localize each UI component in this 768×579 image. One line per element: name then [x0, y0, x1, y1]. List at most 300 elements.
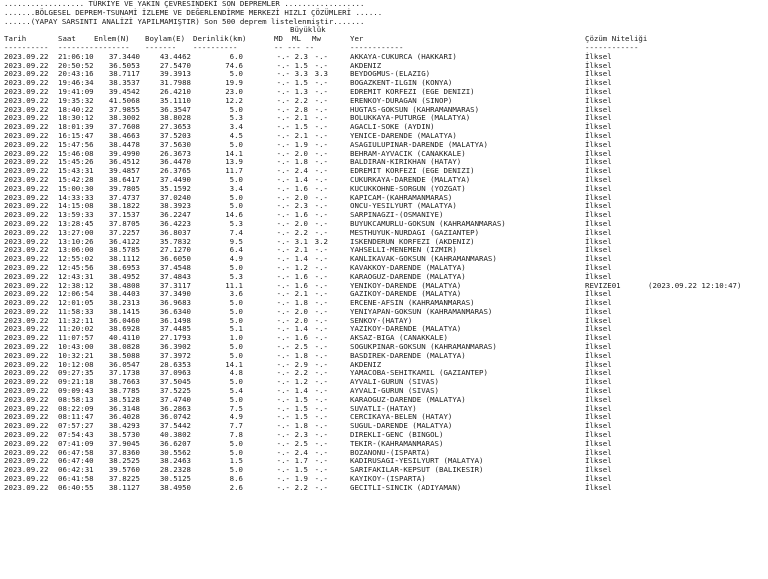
cell-lon: 36.8037 — [159, 227, 191, 237]
cell-ml: 1.5 — [294, 394, 308, 404]
cell-location: GECITLI-SINCIK (ADIYAMAN) — [350, 482, 462, 492]
cell-ml: 2.0 — [294, 218, 308, 228]
cell-date: 2023.09.22 — [4, 394, 49, 404]
dash-lat: -------- — [94, 42, 130, 52]
cell-lat: 41.5068 — [108, 95, 140, 105]
cell-quality: İlksel — [585, 245, 612, 255]
cell-date: 2023.09.22 — [4, 412, 49, 422]
cell-date: 2023.09.22 — [4, 280, 49, 290]
cell-depth: 5.0 — [229, 174, 243, 184]
cell-mw: -.- — [314, 130, 328, 140]
cell-quality: İlksel — [585, 157, 612, 167]
cell-depth: 5.0 — [229, 139, 243, 149]
cell-lat: 38.4403 — [108, 289, 140, 299]
cell-date: 2023.09.22 — [4, 122, 49, 132]
cell-lat: 38.4952 — [108, 271, 140, 281]
cell-depth: 5.0 — [229, 438, 243, 448]
cell-ml: 2.5 — [294, 342, 308, 352]
cell-lon: 35.7832 — [159, 236, 191, 246]
cell-lon: 39.3913 — [159, 69, 191, 79]
cell-location: SUGUL-DARENDE (MALATYA) — [350, 421, 453, 431]
col-quality: Çözüm Niteliği — [585, 34, 648, 44]
cell-location: MESTHUYUK-NURDAGI (GAZIANTEP) — [350, 227, 480, 237]
cell-date: 2023.09.22 — [4, 69, 49, 79]
cell-depth: 2.6 — [229, 482, 243, 492]
cell-mw: -.- — [314, 456, 328, 466]
cell-md: -.- — [276, 95, 290, 105]
cell-location: ASAGIULUPINAR-DARENDE (MALATYA) — [350, 139, 488, 149]
cell-location: KARAOGUZ-DARENDE (MALATYA) — [350, 394, 466, 404]
cell-lon: 36.4223 — [159, 218, 191, 228]
cell-time: 20:50:52 — [58, 60, 94, 70]
cell-mw: -.- — [314, 289, 328, 299]
cell-md: -.- — [276, 456, 290, 466]
cell-location: SARIFAKILAR-KEPSUT (BALIKESIR) — [350, 465, 484, 475]
cell-quality: İlksel — [585, 430, 612, 440]
cell-mw: -.- — [314, 324, 328, 334]
cell-location: GAZIKOY-DARENDE (MALATYA) — [350, 289, 462, 299]
cell-quality: İlksel — [585, 113, 612, 123]
cell-date: 2023.09.22 — [4, 236, 49, 246]
cell-lat: 36.4028 — [108, 412, 140, 422]
cell-lat: 39.4857 — [108, 166, 140, 176]
cell-quality: İlksel — [585, 438, 612, 448]
cell-location: YAZIKOY-DARENDE (MALATYA) — [350, 324, 462, 334]
cell-location: CUKURKAYA-DARENDE (MALATYA) — [350, 174, 471, 184]
cell-ml: 2.2 — [294, 482, 308, 492]
dash-location: ------------ — [350, 42, 404, 52]
table-row — [0, 484, 768, 493]
cell-location: KANLIKAVAK-GOKSUN (KAHRAMANMARAS) — [350, 254, 497, 264]
cell-md: -.- — [276, 482, 290, 492]
cell-location: KARAOGUZ-DARENDE (MALATYA) — [350, 271, 466, 281]
cell-ml: 2.2 — [294, 95, 308, 105]
cell-ml: 1.4 — [294, 174, 308, 184]
cell-lon: 37.4485 — [159, 324, 191, 334]
cell-date: 2023.09.22 — [4, 174, 49, 184]
cell-md: -.- — [276, 306, 290, 316]
cell-date: 2023.09.22 — [4, 474, 49, 484]
cell-lat: 37.2257 — [108, 227, 140, 237]
cell-mw: -.- — [314, 421, 328, 431]
cell-date: 2023.09.22 — [4, 368, 49, 378]
cell-quality: İlksel — [585, 447, 612, 457]
cell-date: 2023.09.22 — [4, 227, 49, 237]
cell-quality: İlksel — [585, 210, 612, 220]
cell-lon: 36.3547 — [159, 104, 191, 114]
cell-quality: İlksel — [585, 95, 612, 105]
cell-md: -.- — [276, 122, 290, 132]
cell-depth: 5.0 — [229, 306, 243, 316]
cell-depth: 12.2 — [225, 95, 243, 105]
cell-location: AYVALI-GURUN (SIVAS) — [350, 377, 439, 387]
cell-lon: 37.5630 — [159, 139, 191, 149]
cell-depth: 5.0 — [229, 104, 243, 114]
cell-lat: 39.4542 — [108, 86, 140, 96]
cell-md: -.- — [276, 104, 290, 114]
cell-lon: 37.4740 — [159, 394, 191, 404]
cell-ml: 1.6 — [294, 280, 308, 290]
dash-date: ---------- — [4, 42, 49, 52]
cell-quality: İlksel — [585, 359, 612, 369]
cell-ml: 2.1 — [294, 113, 308, 123]
cell-location: CERCIKAYA-BELEN (HATAY) — [350, 412, 453, 422]
cell-mw: -.- — [314, 315, 328, 325]
col-location: Yer — [350, 34, 364, 44]
cell-lon: 31.7988 — [159, 78, 191, 88]
dash-mag: -- --- -- — [274, 42, 315, 52]
cell-ml: 1.4 — [294, 386, 308, 396]
cell-lon: 38.8028 — [159, 113, 191, 123]
cell-quality: İlksel — [585, 183, 612, 193]
cell-mw: -.- — [314, 86, 328, 96]
cell-time: 15:00:30 — [58, 183, 94, 193]
cell-mw: -.- — [314, 78, 328, 88]
cell-lat: 37.7608 — [108, 122, 140, 132]
header-line-3 — [0, 18, 768, 27]
cell-lat: 37.9855 — [108, 104, 140, 114]
cell-lat: 37.4737 — [108, 192, 140, 202]
cell-ml: 2.0 — [294, 306, 308, 316]
cell-lat: 38.4478 — [108, 139, 140, 149]
cell-location: BEHRAM-AYVACIK (CANAKKALE) — [350, 148, 466, 158]
cell-ml: 2.3 — [294, 51, 308, 61]
cell-time: 12:43:31 — [58, 271, 94, 281]
cell-ml: 2.8 — [294, 104, 308, 114]
cell-time: 13:28:45 — [58, 218, 94, 228]
cell-location: BEYDOGMUS-(ELAZIG) — [350, 69, 431, 79]
cell-md: -.- — [276, 236, 290, 246]
col-time: Saat — [58, 34, 76, 44]
cell-ml: 1.8 — [294, 298, 308, 308]
cell-date: 2023.09.22 — [4, 315, 49, 325]
cell-depth: 5.3 — [229, 218, 243, 228]
cell-md: -.- — [276, 210, 290, 220]
cell-date: 2023.09.22 — [4, 465, 49, 475]
cell-lon: 30.5125 — [159, 474, 191, 484]
cell-depth: 5.4 — [229, 386, 243, 396]
cell-depth: 5.0 — [229, 315, 243, 325]
cell-depth: 6.4 — [229, 245, 243, 255]
header-note: ......(YAPAY SARSINTI ANALİZİ YAPILMAMIŞTIR) Son 500 deprem listelenmiştir....... — [4, 16, 365, 26]
cell-time: 08:22:09 — [58, 403, 94, 413]
cell-quality: İlksel — [585, 474, 612, 484]
cell-time: 12:38:12 — [58, 280, 94, 290]
cell-mw: -.- — [314, 148, 328, 158]
cell-lat: 36.5053 — [108, 60, 140, 70]
cell-md: -.- — [276, 350, 290, 360]
cell-ml: 1.5 — [294, 412, 308, 422]
cell-quality: İlksel — [585, 298, 612, 308]
cell-time: 15:45:26 — [58, 157, 94, 167]
cell-date: 2023.09.22 — [4, 148, 49, 158]
cell-quality: İlksel — [585, 201, 612, 211]
cell-ml: 2.2 — [294, 227, 308, 237]
cell-time: 18:40:22 — [58, 104, 94, 114]
cell-time: 15:42:28 — [58, 174, 94, 184]
cell-ml: 1.9 — [294, 139, 308, 149]
cell-depth: 5.0 — [229, 201, 243, 211]
earthquake-rows — [0, 53, 768, 493]
cell-ml: 1.6 — [294, 210, 308, 220]
cell-date: 2023.09.22 — [4, 271, 49, 281]
cell-lon: 37.5225 — [159, 386, 191, 396]
cell-ml: 2.3 — [294, 430, 308, 440]
cell-md: -.- — [276, 139, 290, 149]
cell-md: -.- — [276, 192, 290, 202]
cell-md: -.- — [276, 201, 290, 211]
cell-mw: -.- — [314, 254, 328, 264]
cell-lon: 30.5562 — [159, 447, 191, 457]
cell-date: 2023.09.22 — [4, 403, 49, 413]
cell-md: -.- — [276, 166, 290, 176]
cell-time: 16:15:47 — [58, 130, 94, 140]
cell-date: 2023.09.22 — [4, 166, 49, 176]
cell-lat: 37.1738 — [108, 368, 140, 378]
cell-lat: 38.7117 — [108, 69, 140, 79]
cell-ml: 1.7 — [294, 456, 308, 466]
cell-lat: 38.0828 — [108, 342, 140, 352]
cell-quality: İlksel — [585, 482, 612, 492]
cell-time: 13:10:26 — [58, 236, 94, 246]
cell-lon: 36.2863 — [159, 403, 191, 413]
cell-mw: -.- — [314, 438, 328, 448]
cell-location: ISKENDERUN KORFEZI (AKDENIZ) — [350, 236, 475, 246]
cell-time: 11:58:33 — [58, 306, 94, 316]
cell-lat: 38.4663 — [108, 130, 140, 140]
cell-md: -.- — [276, 183, 290, 193]
cell-mw: -.- — [314, 104, 328, 114]
cell-location: SARPINAGZI-(OSMANIYE) — [350, 210, 444, 220]
cell-lat: 38.5730 — [108, 430, 140, 440]
cell-lon: 37.5045 — [159, 377, 191, 387]
cell-mw: -.- — [314, 280, 328, 290]
cell-time: 18:01:39 — [58, 122, 94, 132]
cell-location: KADIRUSAGI-YESILYURT (MALATYA) — [350, 456, 484, 466]
cell-mw: -.- — [314, 306, 328, 316]
cell-lon: 37.3117 — [159, 280, 191, 290]
cell-time: 10:12:08 — [58, 359, 94, 369]
cell-date: 2023.09.22 — [4, 218, 49, 228]
cell-depth: 5.0 — [229, 350, 243, 360]
cell-mw: -.- — [314, 403, 328, 413]
cell-mw: -.- — [314, 174, 328, 184]
cell-md: -.- — [276, 359, 290, 369]
cell-quality: İlksel — [585, 236, 612, 246]
cell-location: BASDIREK-DARENDE (MALATYA) — [350, 350, 466, 360]
cell-quality: İlksel — [585, 386, 612, 396]
col-mw: Mw — [312, 34, 321, 44]
cell-depth: 4.8 — [229, 368, 243, 378]
cell-lat: 37.1537 — [108, 210, 140, 220]
cell-lon: 37.4490 — [159, 174, 191, 184]
cell-location: BOGAZKENT-ILGIN (KONYA) — [350, 78, 453, 88]
cell-md: -.- — [276, 271, 290, 281]
cell-quality: İlksel — [585, 333, 612, 343]
cell-depth: 1.0 — [229, 333, 243, 343]
cell-ml: 2.1 — [294, 245, 308, 255]
cell-md: -.- — [276, 438, 290, 448]
cell-location: HUGTAS-GOKSUN (KAHRAMANMARAS) — [350, 104, 480, 114]
cell-lat: 37.8225 — [108, 474, 140, 484]
cell-md: -.- — [276, 368, 290, 378]
cell-md: -.- — [276, 130, 290, 140]
cell-mw: -.- — [314, 192, 328, 202]
cell-depth: 14.6 — [225, 210, 243, 220]
cell-mw: -.- — [314, 51, 328, 61]
cell-quality: İlksel — [585, 289, 612, 299]
cell-ml: 2.5 — [294, 438, 308, 448]
cell-md: -.- — [276, 78, 290, 88]
cell-location: AKDENIZ — [350, 359, 382, 369]
cell-lat: 37.8705 — [108, 218, 140, 228]
magnitude-group-label: Büyüklük — [290, 25, 326, 35]
cell-depth: 8.6 — [229, 474, 243, 484]
cell-mw: -.- — [314, 166, 328, 176]
cell-ml: 3.3 — [294, 69, 308, 79]
cell-md: -.- — [276, 148, 290, 158]
cell-quality: İlksel — [585, 368, 612, 378]
cell-md: -.- — [276, 403, 290, 413]
cell-location: DIREKLI-GENC (BINGOL) — [350, 430, 444, 440]
cell-mw: 3.2 — [314, 236, 328, 246]
cell-time: 13:06:00 — [58, 245, 94, 255]
cell-time: 19:41:09 — [58, 86, 94, 96]
cell-time: 12:55:02 — [58, 254, 94, 264]
cell-ml: 1.6 — [294, 271, 308, 281]
cell-location: KAPICAM-(KAHRAMANMARAS) — [350, 192, 453, 202]
cell-lon: 36.6050 — [159, 254, 191, 264]
cell-lon: 26.3765 — [159, 166, 191, 176]
cell-date: 2023.09.22 — [4, 289, 49, 299]
cell-mw: -.- — [314, 183, 328, 193]
cell-lon: 36.9683 — [159, 298, 191, 308]
cell-depth: 4.9 — [229, 254, 243, 264]
cell-quality: İlksel — [585, 377, 612, 387]
cell-lat: 38.5785 — [108, 245, 140, 255]
cell-lon: 27.1793 — [159, 333, 191, 343]
cell-time: 14:33:33 — [58, 192, 94, 202]
cell-date: 2023.09.22 — [4, 482, 49, 492]
cell-quality: İlksel — [585, 104, 612, 114]
cell-mw: -.- — [314, 122, 328, 132]
cell-quality: İlksel — [585, 166, 612, 176]
cell-ml: 2.1 — [294, 289, 308, 299]
cell-depth: 7.5 — [229, 403, 243, 413]
cell-md: -.- — [276, 86, 290, 96]
col-lat: Enlem(N) — [94, 34, 130, 44]
cell-location: ONCU-YESILYURT (MALATYA) — [350, 201, 457, 211]
cell-ml: 1.8 — [294, 157, 308, 167]
cell-lon: 37.5203 — [159, 130, 191, 140]
cell-date: 2023.09.22 — [4, 183, 49, 193]
cell-mw: -.- — [314, 139, 328, 149]
cell-date: 2023.09.22 — [4, 350, 49, 360]
cell-time: 09:09:43 — [58, 386, 94, 396]
cell-md: -.- — [276, 157, 290, 167]
cell-ml: 1.2 — [294, 262, 308, 272]
cell-location: SOGUKPINAR-GOKSUN (KAHRAMANMARAS) — [350, 342, 497, 352]
cell-lon: 27.1270 — [159, 245, 191, 255]
cell-ml: 1.5 — [294, 465, 308, 475]
cell-lat: 38.1415 — [108, 306, 140, 316]
cell-date: 2023.09.22 — [4, 201, 49, 211]
cell-quality: İlksel — [585, 174, 612, 184]
cell-time: 06:47:58 — [58, 447, 94, 457]
cell-ml: 1.5 — [294, 122, 308, 132]
cell-md: -.- — [276, 289, 290, 299]
cell-location: ERCENE-AFSIN (KAHRAMANMARAS) — [350, 298, 475, 308]
cell-date: 2023.09.22 — [4, 262, 49, 272]
cell-location: YAMACOBA-SEHITKAMIL (GAZIANTEP) — [350, 368, 488, 378]
cell-mw: -.- — [314, 412, 328, 422]
cell-mw: -.- — [314, 447, 328, 457]
cell-lon: 37.4548 — [159, 262, 191, 272]
cell-mw: -.- — [314, 342, 328, 352]
cell-mw: -.- — [314, 227, 328, 237]
cell-quality: İlksel — [585, 218, 612, 228]
col-md: MD — [274, 34, 283, 44]
cell-location: AKDENIZ — [350, 60, 382, 70]
cell-mw: -.- — [314, 482, 328, 492]
cell-md: -.- — [276, 421, 290, 431]
col-lon: Boylam(E) — [145, 34, 186, 44]
cell-location: AYVALI-GURUN (SIVAS) — [350, 386, 439, 396]
cell-lon: 38.4950 — [159, 482, 191, 492]
cell-lat: 39.7805 — [108, 183, 140, 193]
cell-md: -.- — [276, 69, 290, 79]
cell-lat: 38.6953 — [108, 262, 140, 272]
cell-lon: 35.1592 — [159, 183, 191, 193]
cell-date: 2023.09.22 — [4, 456, 49, 466]
cell-lon: 27.5470 — [159, 60, 191, 70]
cell-time: 12:01:05 — [58, 298, 94, 308]
cell-time: 20:43:16 — [58, 69, 94, 79]
cell-quality: İlksel — [585, 456, 612, 466]
cell-date: 2023.09.22 — [4, 306, 49, 316]
cell-lon: 37.3972 — [159, 350, 191, 360]
cell-quality: İlksel — [585, 342, 612, 352]
cell-lon: 36.0742 — [159, 412, 191, 422]
cell-date: 2023.09.22 — [4, 245, 49, 255]
cell-quality: İlksel — [585, 69, 612, 79]
cell-location: AKKAYA-CUKURCA (HAKKARI) — [350, 51, 457, 61]
cell-mw: -.- — [314, 201, 328, 211]
cell-ml: 1.2 — [294, 377, 308, 387]
cell-lat: 38.6417 — [108, 174, 140, 184]
cell-time: 10:32:21 — [58, 350, 94, 360]
cell-depth: 19.9 — [225, 78, 243, 88]
cell-depth: 5.3 — [229, 113, 243, 123]
cell-md: -.- — [276, 324, 290, 334]
cell-quality: İlksel — [585, 262, 612, 272]
cell-lat: 38.7785 — [108, 386, 140, 396]
cell-lat: 38.7663 — [108, 377, 140, 387]
cell-lon: 36.2247 — [159, 210, 191, 220]
header-title: .................. TÜRKİYE VE YAKIN ÇEVRESİNDEKİ SON DEPREMLER .................. — [4, 0, 365, 8]
cell-depth: 1.5 — [229, 456, 243, 466]
cell-location: YENIKOY-DARENDE (MALATYA) — [350, 280, 462, 290]
cell-depth: 5.0 — [229, 394, 243, 404]
cell-ml: 1.9 — [294, 474, 308, 484]
cell-depth: 74.6 — [225, 60, 243, 70]
cell-ml: 2.3 — [294, 201, 308, 211]
cell-time: 06:40:55 — [58, 482, 94, 492]
cell-lat: 38.5128 — [108, 394, 140, 404]
cell-time: 19:46:34 — [58, 78, 94, 88]
cell-depth: 5.3 — [229, 271, 243, 281]
cell-lat: 39.4990 — [108, 148, 140, 158]
